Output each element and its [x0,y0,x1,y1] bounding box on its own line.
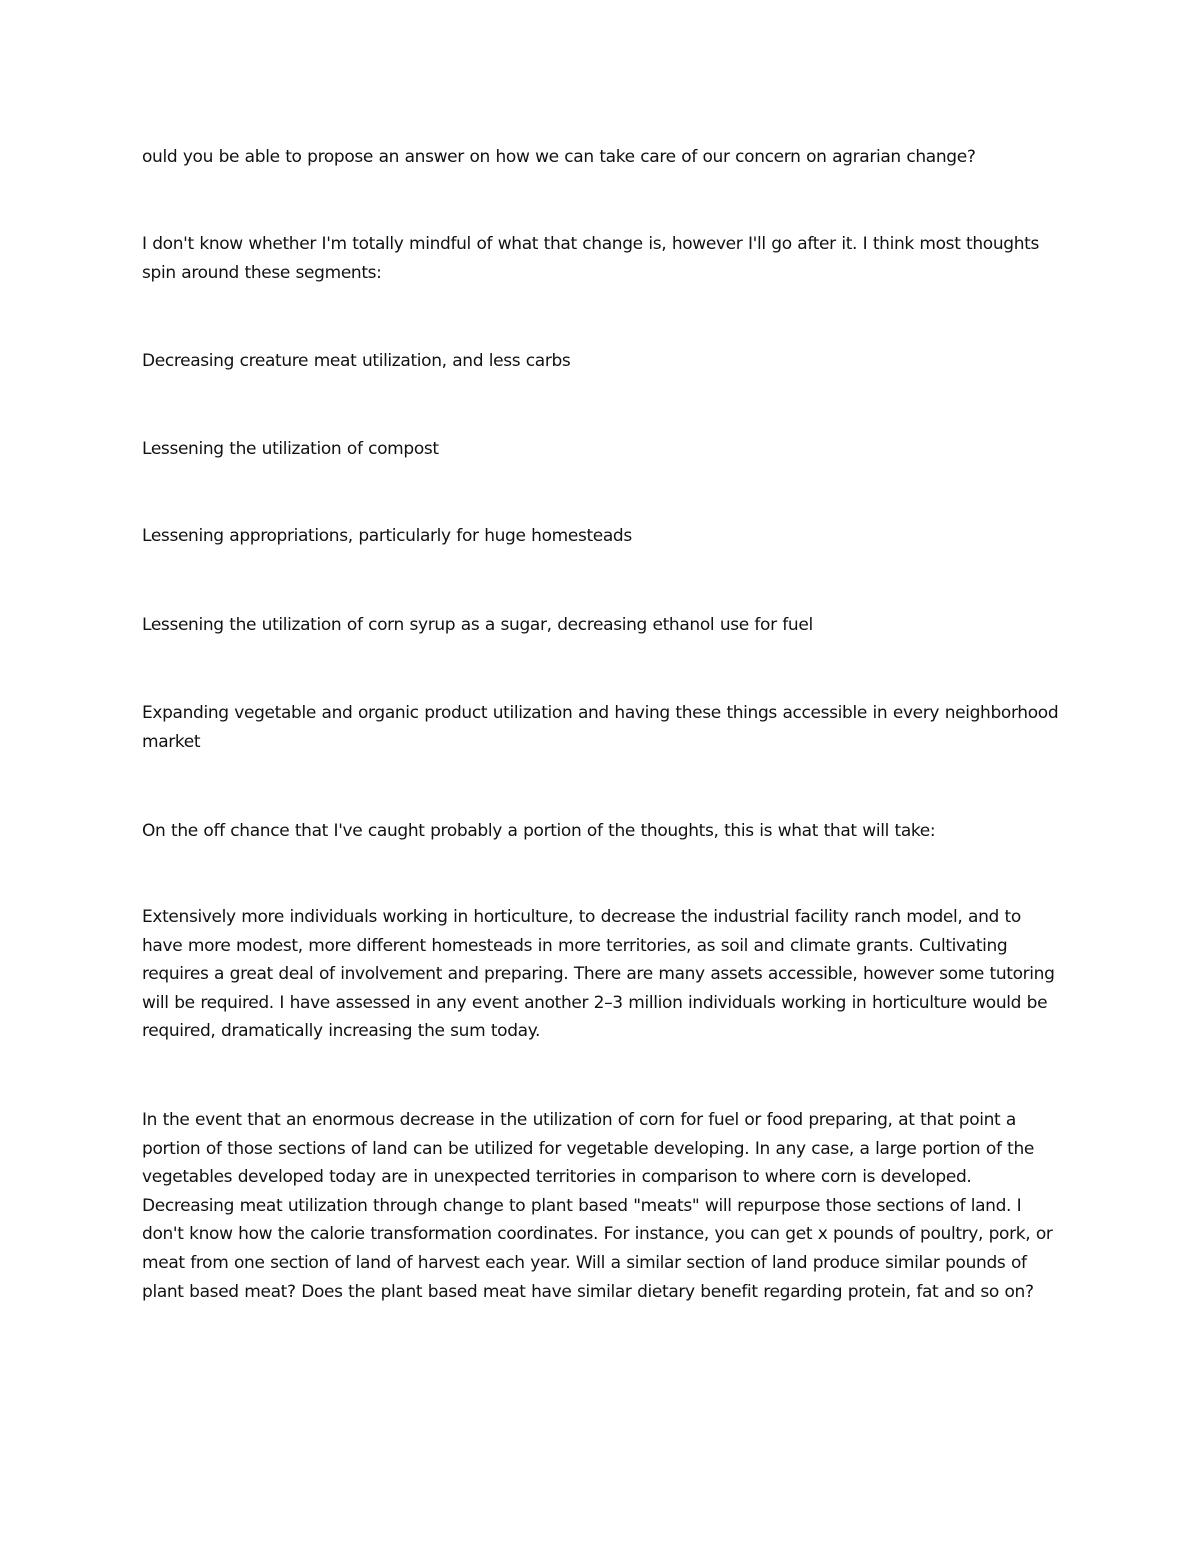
body-paragraph: Extensively more individuals working in horticulture, to decrease the industrial facility ranch model, and to have more modest, more different homesteads in more territories, as soil and climate grants. Cultivating requires a great deal of involvement and preparing. There are many assets accessible, however some tutoring will be required. I have assessed in any event another 2–3 million individuals working in horticulture would be required, dramatically increasing the sum today. [142,907,1055,1042]
segment-item: Expanding vegetable and organic product utilization and having these things accessible in every neighborhood market [142,703,1059,752]
segment-item: Decreasing creature meat utilization, and less carbs [142,351,571,371]
segment-item: Lessening appropriations, particularly for huge homesteads [142,526,632,546]
body-paragraph: In the event that an enormous decrease in the utilization of corn for fuel or food preparing, at that point a portion of those sections of land can be utilized for vegetable developing. In any case, a large portion of the vegetables developed today are in unexpected territories in comparison to where corn is developed. Decreasing meat utilization through change to plant based "meats" will repurpose those sections of land. I don't know how the calorie transformation coordinates. For instance, you can get x pounds of poultry, pork, or meat from one section of land of harvest each year. Will a similar section of land produce similar pounds of plant based meat? Does the plant based meat have similar dietary benefit regarding protein, fat and so on? [142,1110,1053,1302]
segment-item: Lessening the utilization of compost [142,439,439,459]
question-paragraph: ould you be able to propose an answer on how we can take care of our concern on agrarian change? [142,147,976,167]
segment-item: Lessening the utilization of corn syrup as a sugar, decreasing ethanol use for fuel [142,615,813,635]
transition-paragraph: On the off chance that I've caught probably a portion of the thoughts, this is what that will take: [142,821,936,841]
intro-paragraph: I don't know whether I'm totally mindful of what that change is, however I'll go after it. I think most thoughts spin around these segments: [142,234,1039,283]
